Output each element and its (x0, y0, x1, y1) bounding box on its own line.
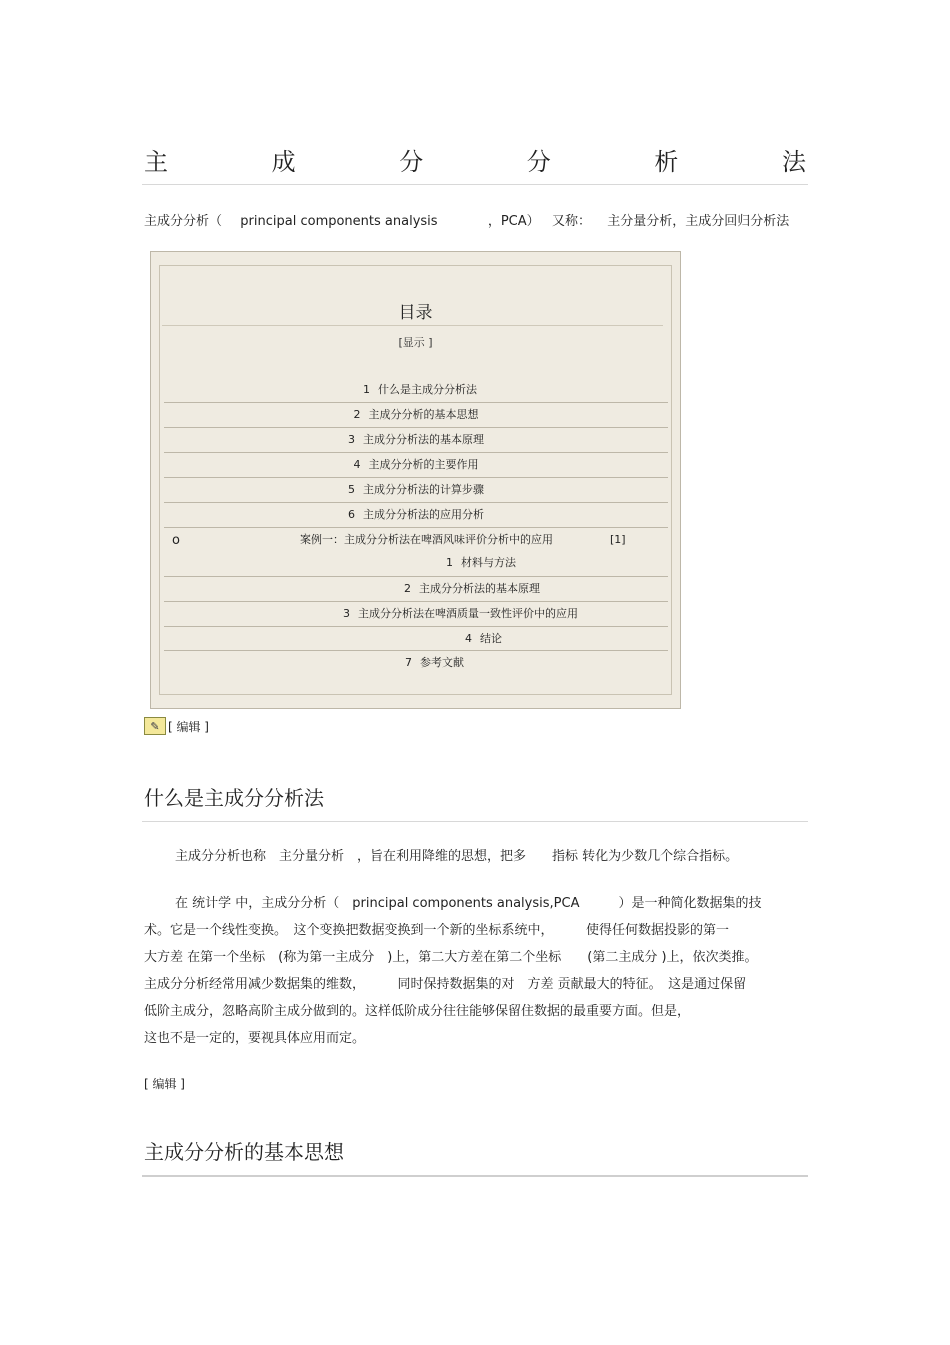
toc-subitem[interactable] (164, 576, 668, 600)
page-title (144, 142, 806, 177)
section-divider (142, 1175, 808, 1177)
title-char: 分 (399, 148, 424, 176)
toc-item[interactable] (164, 378, 668, 402)
toc-item-number: 2 (404, 582, 411, 595)
toc-item[interactable] (164, 427, 668, 451)
toc-item-number: 1 (363, 383, 370, 396)
paragraph-line: 术。它是一个线性变换。 这个变换把数据变换到一个新的坐标系统中， 使得任何数据投影的第一 (144, 923, 730, 938)
intro-part: ，PCA） (487, 214, 540, 229)
toc-subitem[interactable] (164, 626, 668, 650)
toc-item-label: 主成分分析法的基本原理 (363, 433, 484, 446)
toc-inner-frame (159, 265, 672, 695)
toc-item-number: 4 (465, 632, 472, 645)
section-divider (142, 821, 808, 822)
intro-part: 主成分分析（ (144, 214, 223, 229)
toc-case-item[interactable] (164, 527, 668, 551)
toc-item[interactable] (164, 502, 668, 526)
edit-link[interactable]: [ 编辑 ] (168, 719, 209, 734)
toc-subitem[interactable] (164, 551, 668, 575)
toc-item-number: 4 (353, 458, 361, 471)
toc-show-toggle[interactable]: [显示 ] (398, 336, 433, 349)
toc-item-label: 材料与方法 (461, 556, 516, 569)
toc-item[interactable] (164, 477, 668, 501)
toc-item-label: 什么是主成分分析法 (378, 383, 477, 396)
toc-title-divider (162, 325, 663, 326)
toc-item-label: 主成分分析法的基本原理 (419, 582, 540, 595)
toc-item-number: 1 (446, 556, 453, 569)
paragraph-line: 这也不是一定的，要视具体应用而定。 (144, 1031, 366, 1046)
section-heading: 什么是主成分分析法 (144, 786, 324, 810)
title-char: 主 (144, 148, 168, 176)
toc-item-number: 5 (348, 483, 355, 496)
toc-item-label: 主成分分析法在啤酒质量一致性评价中的应用 (358, 607, 578, 620)
toc-item-label: 参考文献 (420, 656, 464, 669)
title-char: 成 (271, 148, 296, 176)
toc-title: 目录 (398, 303, 433, 323)
toc-item-label: 主成分分析的基本思想 (368, 408, 479, 421)
paragraph-line: 在 统计学 中，主成分分析（ principal components analysis,PCA ）是一种简化数据集的技 (175, 896, 762, 911)
toc-item-label: 主成分分析的主要作用 (368, 458, 479, 471)
toc-item-label: 结论 (480, 632, 502, 645)
citation-link[interactable]: [1] (610, 533, 626, 546)
toc-item[interactable] (164, 402, 668, 426)
section-paragraph (144, 843, 808, 870)
toc-item-number: 6 (348, 508, 355, 521)
toc-item-number: 3 (343, 607, 350, 620)
intro-part: principal components analysis (240, 214, 438, 229)
edit-link[interactable]: [ 编辑 ] (144, 1077, 185, 1091)
title-char: 分 (526, 148, 551, 176)
paragraph-line: 大方差 在第一个坐标 (称为第一主成分 )上，第二大方差在第二个坐标 (第二主成分 )上，依次类推。 (144, 950, 758, 965)
toc-item-label: 主成分分析法的计算步骤 (363, 483, 484, 496)
toc-item-number: 3 (348, 433, 355, 446)
table-of-contents (150, 251, 681, 709)
toc-item-label: 主成分分析法的应用分析 (363, 508, 484, 521)
intro-part: 主分量分析，主成分回归分析法 (607, 214, 790, 229)
toc-item-number: 7 (405, 656, 412, 669)
intro-part: 又称： (551, 214, 591, 229)
title-char: 法 (781, 148, 806, 176)
toc-item-number: 2 (353, 408, 361, 421)
toc-subitem[interactable] (164, 601, 668, 625)
toc-item[interactable] (164, 650, 668, 674)
section-paragraph (144, 890, 808, 1052)
paragraph-line: 低阶主成分，忽略高阶主成分做到的。这样低阶成分往往能够保留住数据的最重要方面。但是， (144, 1004, 691, 1019)
toc-item-label: 案例一：主成分分析法在啤酒风味评价分析中的应用 (300, 533, 553, 546)
section-heading: 主成分分析的基本思想 (144, 1140, 344, 1164)
pencil-edit-icon[interactable]: ✎ (144, 717, 166, 735)
toc-item[interactable] (164, 452, 668, 476)
edit-row (144, 717, 209, 735)
title-char: 析 (654, 148, 679, 176)
toc-bullet: o (172, 533, 180, 548)
paragraph-line: 主成分分析经常用减少数据集的维数， 同时保持数据集的对 方差 贡献最大的特征。 这是通过保留 (144, 977, 747, 992)
paragraph-line: 主成分分析也称 主分量分析 ，旨在利用降维的思想，把多 指标 转化为少数几个综合指标。 (175, 849, 739, 864)
title-divider (142, 184, 808, 185)
intro-line (144, 210, 789, 229)
